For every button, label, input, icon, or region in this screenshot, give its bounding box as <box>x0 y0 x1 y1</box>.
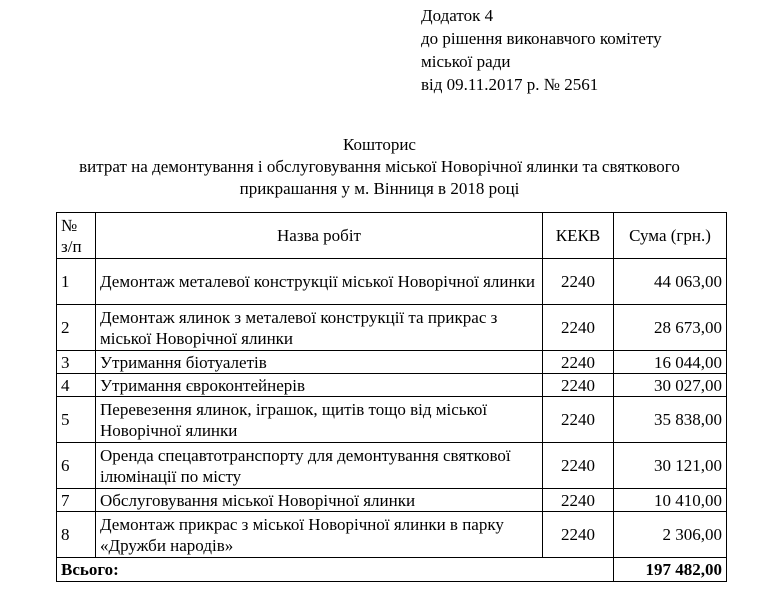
row-number: 5 <box>57 397 96 443</box>
table-row <box>57 351 727 374</box>
row-sum: 30 027,00 <box>614 374 727 397</box>
table-row <box>57 305 727 351</box>
row-number: 3 <box>57 351 96 374</box>
row-number: 7 <box>57 489 96 512</box>
row-number: 1 <box>57 259 96 305</box>
header-number <box>57 213 96 259</box>
title-subtitle-line: витрат на демонтування і обслуговування міської Новорічної ялинки та святкового <box>79 157 680 176</box>
total-row <box>57 558 727 582</box>
row-kekv: 2240 <box>543 443 614 489</box>
row-kekv: 2240 <box>543 351 614 374</box>
table-row <box>57 397 727 443</box>
appendix-date-number: від 09.11.2017 р. № 2561 <box>421 75 599 94</box>
row-sum: 30 121,00 <box>614 443 727 489</box>
estimate-table <box>56 212 727 582</box>
row-sum: 2 306,00 <box>614 512 727 558</box>
row-number: 8 <box>57 512 96 558</box>
header-sum: Сума (грн.) <box>614 213 727 259</box>
row-work-name: Перевезення ялинок, іграшок, щитів тощо від міської Новорічної ялинки <box>96 397 543 443</box>
title-heading: Кошторис <box>343 135 416 154</box>
row-sum: 35 838,00 <box>614 397 727 443</box>
row-work-name: Демонтаж прикрас з міської Новорічної ялинки в парку «Дружби народів» <box>96 512 543 558</box>
title-subtitle-line: прикрашання у м. Вінниця в 2018 році <box>239 179 520 198</box>
header-kekv: КЕКВ <box>543 213 614 259</box>
appendix-line: до рішення виконавчого комітету <box>421 29 662 48</box>
row-number: 2 <box>57 305 96 351</box>
row-kekv: 2240 <box>543 489 614 512</box>
row-kekv: 2240 <box>543 305 614 351</box>
row-kekv: 2240 <box>543 397 614 443</box>
appendix-block <box>421 4 662 96</box>
header-work-name: Назва робіт <box>96 213 543 259</box>
row-work-name: Демонтаж металевої конструкції міської Новорічної ялинки <box>96 259 543 305</box>
row-sum: 44 063,00 <box>614 259 727 305</box>
table-row <box>57 443 727 489</box>
row-sum: 28 673,00 <box>614 305 727 351</box>
table-row <box>57 489 727 512</box>
header-number-abbr: з/п <box>61 236 82 256</box>
total-label: Всього: <box>57 558 614 582</box>
row-sum: 10 410,00 <box>614 489 727 512</box>
document-title <box>0 134 759 200</box>
row-work-name: Обслуговування міської Новорічної ялинки <box>96 489 543 512</box>
appendix-line: міської ради <box>421 52 511 71</box>
row-work-name: Утримання євроконтейнерів <box>96 374 543 397</box>
row-work-name: Оренда спецавтотранспорту для демонтування святкової ілюмінації по місту <box>96 443 543 489</box>
row-work-name: Утримання біотуалетів <box>96 351 543 374</box>
row-work-name: Демонтаж ялинок з металевої конструкції та прикрас з міської Новорічної ялинки <box>96 305 543 351</box>
table-row <box>57 259 727 305</box>
row-kekv: 2240 <box>543 259 614 305</box>
row-kekv: 2240 <box>543 512 614 558</box>
row-sum: 16 044,00 <box>614 351 727 374</box>
header-number-symbol: № <box>61 215 78 235</box>
row-number: 6 <box>57 443 96 489</box>
appendix-title: Додаток 4 <box>421 6 494 25</box>
table-header-row <box>57 213 727 259</box>
row-number: 4 <box>57 374 96 397</box>
table-row <box>57 374 727 397</box>
table-row <box>57 512 727 558</box>
total-sum: 197 482,00 <box>614 558 727 582</box>
row-kekv: 2240 <box>543 374 614 397</box>
